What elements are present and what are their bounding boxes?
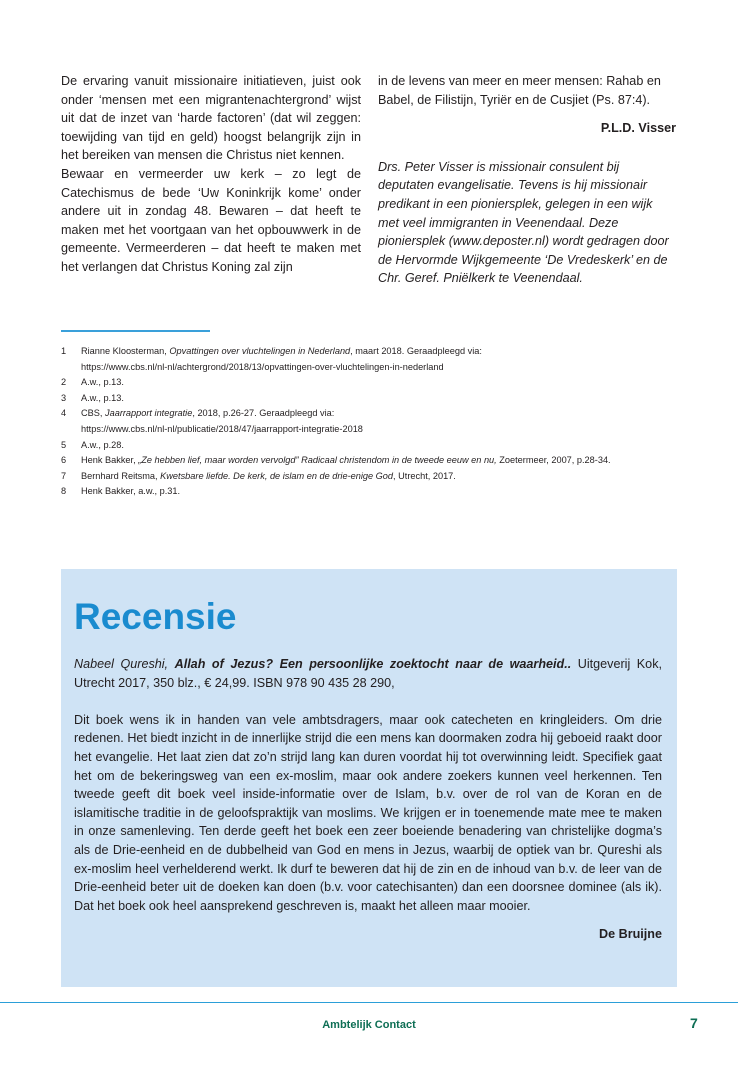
footnote-number: 8: [61, 486, 67, 497]
paragraph: Bewaar en vermeerder uw kerk – zo legt de Catechismus de bede ‘Uw Koninkrijk kome’ onder andere uit in zondag 48. Bewaren – dat heeft te maken met het voortgaan van het opbouwwerk in de gemeente. Vermeerderen – dat heeft te maken met het verlangen dat Christus Koning zal zijn: [61, 166, 361, 274]
footnote-text: A.w., p.13.: [81, 392, 124, 403]
footnote-text: Henk Bakker, „Ze hebben lief, maar worden vervolgd” Radicaal christendom in de tweede eeuw en nu, Zoetermeer, 2007, p.28-34.: [81, 455, 611, 466]
footnotes: [61, 344, 681, 500]
footnote: [61, 469, 681, 485]
footnote: [61, 406, 681, 422]
footnote: [61, 484, 681, 500]
footnote-number: 2: [61, 377, 67, 388]
footnote-text: A.w., p.13.: [81, 377, 124, 388]
footnote-number: 7: [61, 470, 67, 481]
left-column: [61, 72, 361, 277]
footnote-number: 1: [61, 346, 67, 356]
footnote-number: 6: [61, 455, 67, 466]
footnote-number: [61, 422, 81, 438]
footnote-url: https://www.cbs.nl/nl-nl/publicatie/2018/47/jaarrapport-integratie-2018: [81, 423, 363, 434]
footnote-number: 4: [61, 408, 67, 419]
paragraph-continuation: in de levens van meer en meer mensen: Rahab en Babel, de Filistijn, Tyriër en de Cusjiet (Ps. 87:4).: [378, 74, 661, 107]
footnote-number: 5: [61, 439, 67, 450]
recensie-body: [74, 655, 662, 944]
page-number: 7: [690, 1015, 698, 1031]
footnote-number: 3: [61, 392, 67, 403]
footnote: [61, 422, 681, 438]
author-signature: P.L.D. Visser: [600, 121, 676, 136]
footer-divider: [0, 1002, 738, 1003]
footnote: [61, 344, 681, 360]
paragraph: De ervaring vanuit missionaire initiatieven, juist ook onder ‘mensen met een migrantenachtergrond’ wijst uit dat de inzet van ‘harde factoren’ (dat wil zeggen: toewijding van tijd en geld) hoogst belangrijk zijn in het bereiken van mensen die Christus niet kennen.: [61, 74, 361, 163]
footnote-text: Bernhard Reitsma, Kwetsbare liefde. De kerk, de islam en de drie-enige God, Utrecht, 2017.: [81, 470, 456, 481]
reviewer-signature: De Bruijne: [599, 927, 662, 942]
recensie-box: [61, 569, 677, 987]
footnote-divider: [61, 330, 210, 332]
footnote-text: A.w., p.28.: [81, 439, 124, 450]
book-author: Nabeel Qureshi,: [74, 657, 169, 671]
recensie-title: Recensie: [74, 596, 237, 637]
footnote-text: Henk Bakker, a.w., p.31.: [81, 486, 181, 497]
footnote-url: https://www.cbs.nl/nl-nl/achtergrond/2018/13/opvattingen-over-vluchtelingen-in-nederland: [81, 361, 444, 372]
footnote-text: Rianne Kloosterman, Opvattingen over vluchtelingen in Nederland, maart 2018. Geraadpleegd via:: [81, 346, 482, 356]
author-bio: Drs. Peter Visser is missionair consulent bij deputaten evangelisatie. Tevens is hij missionair predikant in een pioniersplek, gelegen in een wijk met veel immigranten in Veenendaal. Deze pioniersplek (www.deposter.nl) wordt gedragen door de Hervormde Wijkgemeente ‘De Vredeskerk’ en de Chr. Geref. Pniëlkerk te Veenendaal.: [378, 159, 669, 286]
book-title: Allah of Jezus? Een persoonlijke zoektocht naar de waarheid..: [174, 657, 572, 671]
footnote: [61, 360, 681, 376]
footnote: [61, 391, 681, 407]
footnote: [61, 453, 681, 469]
footnote: [61, 438, 681, 454]
publication-title: Ambtelijk Contact: [322, 1019, 416, 1031]
right-column: [378, 72, 676, 288]
book-publisher: Uitgeverij Kok, Utrecht 2017, 350 blz., € 24,99. ISBN 978 90 435 28 290,: [74, 657, 662, 690]
footnote-number: [61, 360, 81, 376]
footnote: [61, 375, 681, 391]
footnote-text: CBS, Jaarrapport integratie, 2018, p.26-27. Geraadpleegd via:: [81, 408, 335, 419]
review-text: Dit boek wens ik in handen van vele ambtsdragers, maar ook catecheten en kringleiders. Om drie redenen. Het biedt inzicht in de innerlijke strijd die een mens kan doormaken zodra hij geboeid raakt door het evangelie. Het laat zien dat zo’n strijd lang kan duren voordat hij tot overwinning leidt. Specifiek gaat het om de bekeringsweg van een ex-moslim, maar ook andere zoekers kunnen veel herkennen. Ten tweede geeft dit boek veel inside-informatie over de Islam, b.v. over de rol van de Koran en de islamitische traditie in de geloofspraktijk van moslims. We krijgen er in toenemende mate mee te maken in onze samenleving. Ten derde geeft het boek een zeer boeiende benadering van christelijke dogma’s als de Drie-eenheid en de dubbelheid van God en mens in Jezus, waarbij de optiek van br. Qureshi als ex-moslim heel verhelderend werkt. Ik durf te beweren dat hij de zin en de inhoud van b.v. de leer van de Drie-eenheid beter uit de doeken kan doen (b.v. voor catechisanten) dan een doorsnee dominee (als ik). Dat het boek ook heel aansprekend geschreven is, maakt het alleen maar mooier.: [74, 712, 662, 913]
book-reference: [74, 655, 662, 692]
